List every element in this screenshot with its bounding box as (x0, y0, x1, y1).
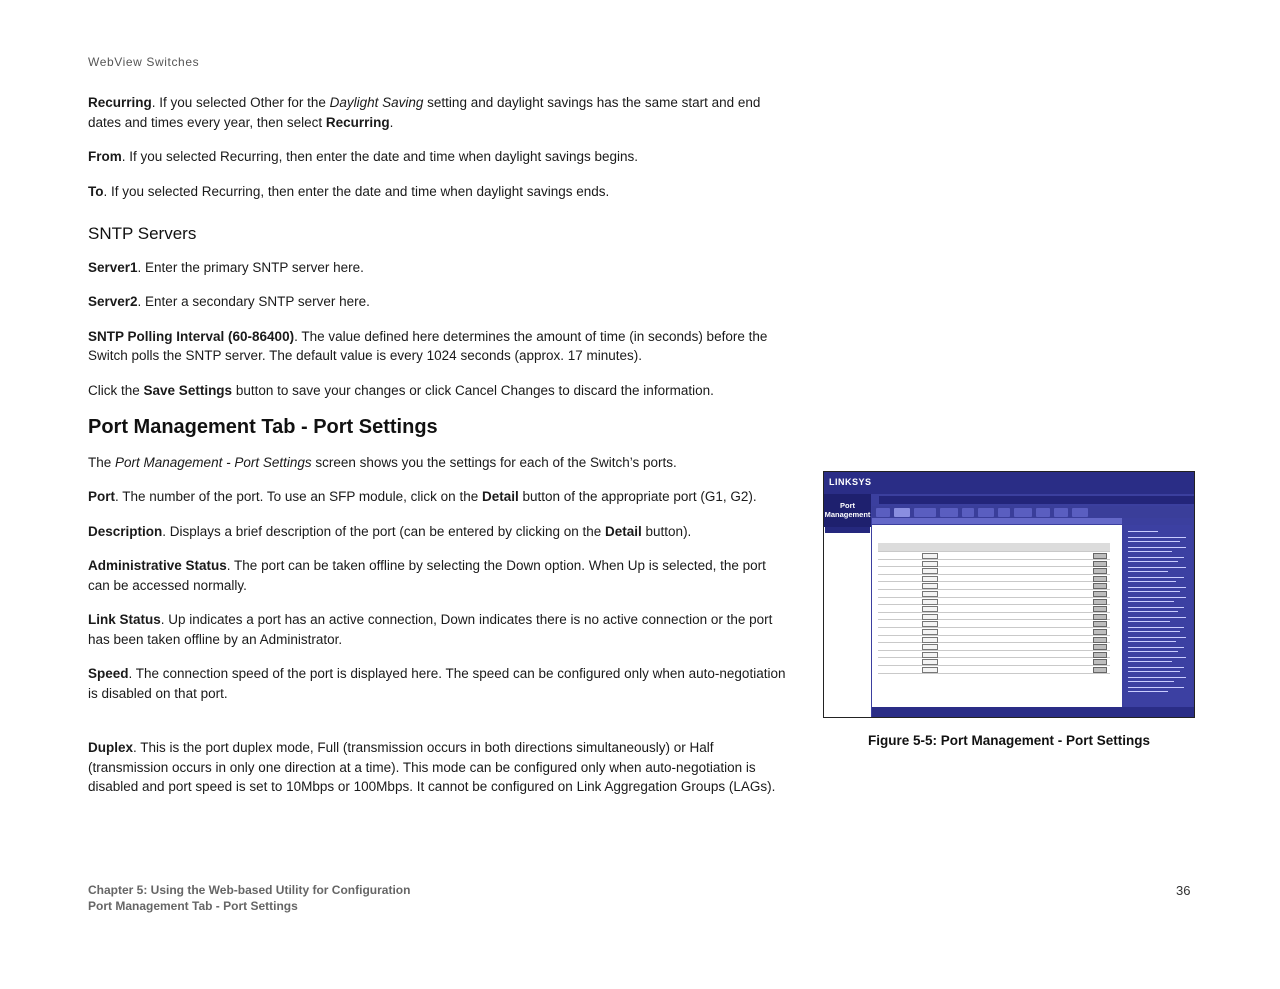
term-admin: Administrative Status (88, 558, 227, 573)
page-number: 36 (1176, 883, 1191, 898)
term-polling: SNTP Polling Interval (60-86400) (88, 328, 295, 344)
figure-help-line (1128, 581, 1176, 582)
figure-help-line (1128, 681, 1174, 682)
figure-help-line (1128, 587, 1186, 588)
figure-help-line (1128, 641, 1176, 642)
para-speed (88, 664, 788, 703)
figure-help-line (1128, 531, 1158, 532)
figure-table-header (878, 543, 1110, 552)
body-text (88, 93, 788, 812)
text-save-1: Click the (88, 382, 144, 398)
figure-help-line (1128, 611, 1178, 612)
figure-table-row (878, 628, 1110, 636)
term-detail: Detail (481, 489, 519, 504)
text-server2: . Enter a secondary SNTP server here. (137, 294, 370, 309)
text-intro-1: The (88, 454, 116, 470)
figure-tab-strip (872, 506, 1194, 518)
figure-caption: Figure 5-5: Port Management - Port Settings (867, 733, 1151, 748)
figure-table-row (878, 613, 1110, 621)
figure-help-line (1128, 567, 1186, 568)
text-speed: . The connection speed of the port is displayed here. The speed can be configured only when auto-negotiation is disabled on that port. (88, 666, 786, 701)
text-duplex: . This is the port duplex mode, Full (transmission occurs in both directions simultaneously) or Half (transmission occurs in only one direction at a time). This mode can be configured only when auto-negotiation is disabled and port speed is set to 10Mbps or 100Mbps. It cannot be configured on Link Aggregation Groups (LAGs). (88, 740, 776, 794)
em-port-settings: Port Management - Port Settings (115, 454, 312, 470)
text-polling: . The value defined here determines the amount of time (in seconds) before the Switch polls the SNTP server. The default value is every 1024 seconds (approx. 17 minutes). (88, 328, 768, 363)
term-duplex: Duplex (88, 740, 134, 755)
para-to (88, 182, 788, 202)
figure-table-row (878, 643, 1110, 651)
term-speed: Speed (88, 666, 129, 681)
figure-tab (1014, 508, 1032, 517)
figure-table-row (878, 590, 1110, 598)
text-description-2: button). (641, 523, 692, 539)
figure-table-row (878, 636, 1110, 644)
figure-table-row (878, 651, 1110, 659)
figure-help-line (1128, 601, 1174, 602)
figure-help-line (1128, 607, 1184, 608)
figure-help-line (1128, 631, 1180, 632)
figure-help-line (1128, 647, 1184, 648)
figure-main-area (872, 525, 1122, 707)
text-admin: . The port can be taken offline by selecting the Down option. When Up is selected, the port can be accessed normally. (88, 558, 766, 593)
text-description-1: . Displays a brief description of the port (can be entered by clicking on the (162, 523, 606, 539)
term-description: Description (88, 523, 163, 539)
term-detail-2: Detail (605, 523, 642, 539)
para-polling (88, 327, 788, 366)
figure-help-line (1128, 537, 1186, 538)
figure-tab (940, 508, 958, 517)
figure-tab (962, 508, 974, 517)
figure-subtab-strip (872, 518, 1122, 524)
figure-help-line (1128, 551, 1172, 552)
figure-table-row (878, 582, 1110, 590)
para-duplex (88, 738, 788, 797)
figure-help-panel (1124, 525, 1192, 707)
figure-help-line (1128, 561, 1178, 562)
para-server1 (88, 258, 788, 278)
figure-table-row (878, 560, 1110, 568)
figure-help-line (1128, 677, 1186, 678)
para-server2 (88, 292, 788, 312)
term-server1: Server1 (88, 259, 138, 275)
screenshot-figure (823, 471, 1195, 718)
term-port: Port (88, 489, 115, 504)
figure-help-line (1128, 621, 1170, 622)
figure-panel-title: Port Management (824, 494, 871, 527)
figure-help-line (1128, 557, 1184, 558)
figure-help-line (1128, 597, 1186, 598)
text-save-2: button to save your changes or click Cancel Changes to discard the information. (232, 382, 714, 398)
para-link (88, 610, 788, 649)
figure-tab (1036, 508, 1050, 517)
figure-help-line (1128, 591, 1180, 592)
text-recurring-2: setting and daylight savings has the same start and end dates and times every year, then select (88, 95, 761, 130)
figure-tab (876, 508, 890, 517)
figure-help-line (1128, 617, 1186, 618)
footer-section: Port Management Tab - Port Settings (88, 899, 298, 913)
para-save (88, 381, 788, 401)
figure-help-line (1128, 661, 1172, 662)
text-port-2: button of the appropriate port (G1, G2). (518, 489, 757, 504)
para-recurring (88, 93, 788, 132)
figure-table-row (878, 605, 1110, 613)
figure-help-line (1128, 577, 1184, 578)
text-intro-2: screen shows you the settings for each of the Switch’s ports. (311, 454, 677, 470)
figure-table-row (878, 658, 1110, 666)
text-link: . Up indicates a port has an active connection, Down indicates there is no active connection or the port has been taken offline by an Administrator. (88, 612, 773, 647)
figure-table-row (878, 567, 1110, 575)
em-daylight-saving: Daylight Saving (329, 95, 424, 110)
term-to: To (88, 183, 104, 199)
figure-help-line (1128, 651, 1178, 652)
text-server1: . Enter the primary SNTP server here. (137, 259, 364, 275)
figure-help-line (1128, 571, 1168, 572)
para-admin (88, 556, 788, 595)
para-intro (88, 453, 788, 473)
figure-help-line (1128, 667, 1184, 668)
figure-help-line (1128, 627, 1184, 628)
sntp-heading: SNTP Servers (88, 224, 197, 243)
term-from: From (88, 149, 122, 164)
para-port (88, 487, 788, 507)
term-server2: Server2 (88, 294, 138, 309)
figure-table-row (878, 666, 1110, 674)
footer-chapter: Chapter 5: Using the Web-based Utility for Configuration (88, 883, 411, 897)
text-from: . If you selected Recurring, then enter the date and time when daylight savings begins. (121, 149, 639, 164)
figure-tab (1072, 508, 1088, 517)
text-recurring-1: . If you selected Other for the (151, 95, 330, 110)
section-heading: Port Management Tab - Port Settings (88, 416, 438, 438)
figure-tab-active (894, 508, 910, 517)
term-link: Link Status (88, 612, 161, 627)
figure-help-line (1128, 687, 1184, 688)
figure-port-table (878, 543, 1110, 674)
figure-tab (1054, 508, 1068, 517)
figure-tab (978, 508, 994, 517)
figure-side-menu-item (825, 527, 870, 533)
figure-help-line (1128, 541, 1180, 542)
figure-table-row (878, 620, 1110, 628)
figure-help-line (1128, 691, 1168, 692)
figure-top-bar (824, 472, 1194, 494)
page-footer (88, 882, 410, 914)
running-header: WebView Switches (88, 55, 200, 69)
figure-tab (998, 508, 1010, 517)
figure-help-line (1128, 637, 1186, 638)
linksys-logo: LINKSYS (829, 477, 872, 487)
figure-table-row (878, 575, 1110, 583)
figure-help-line (1128, 547, 1186, 548)
figure-help-line (1128, 657, 1186, 658)
para-from (88, 147, 788, 167)
figure-title-strip (879, 496, 1194, 504)
text-to: . If you selected Recurring, then enter the date and time when daylight savings ends. (103, 183, 610, 199)
text-port-1: . The number of the port. To use an SFP module, click on the (115, 489, 482, 504)
figure-footer-bar (872, 707, 1194, 717)
figure-table-row (878, 552, 1110, 560)
term-recurring: Recurring (88, 95, 152, 110)
para-description (88, 522, 788, 542)
term-recurring-2: Recurring (325, 114, 390, 130)
figure-table-row (878, 598, 1110, 606)
figure-side-panel (824, 527, 871, 717)
figure-tab (914, 508, 936, 517)
term-save-settings: Save Settings (143, 382, 233, 398)
figure-help-line (1128, 671, 1180, 672)
text-recurring-3: . (389, 114, 394, 130)
